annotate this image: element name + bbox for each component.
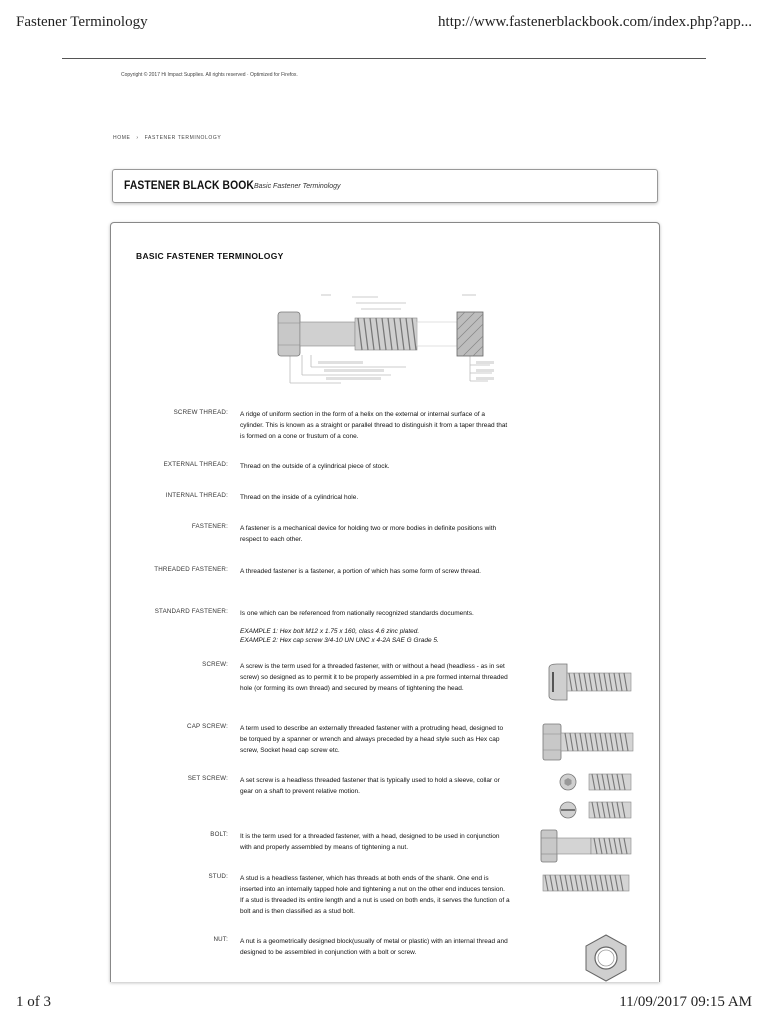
print-title: Fastener Terminology [16,14,148,30]
term-label: THREADED FASTENER: [154,566,228,573]
print-url[interactable]: http://www.fastenerblackbook.com/index.php?app... [438,14,752,30]
bolt-terminology-diagram [266,285,496,395]
term-label: SCREW THREAD: [173,409,228,416]
page-title: FASTENER BLACK BOOK [124,180,254,192]
term-label: SET SCREW: [187,775,228,782]
print-page-number: 1 of 3 [16,994,51,1010]
breadcrumb-current: FASTENER TERMINOLOGY [144,135,222,141]
term-definition: A fastener is a mechanical device for holding two or more bodies in definite positions with respect to each other. [240,525,497,543]
term-label: STUD: [208,873,228,880]
term-definition: A stud is a headless fastener, which has threads at both ends of the shank. One end is inserted into an internally tapped hole and tightening a nut on the other end induces tension. If a stud is threaded its entire length and a nut is used on both ends, it serves the function of a bolt and is then classified as a stud bolt. [240,875,510,915]
print-datetime: 11/09/2017 09:15 AM [619,994,752,1010]
term-definition [240,608,510,645]
term-label: FASTENER: [191,523,228,530]
term-definition: A threaded fastener is a fastener, a portion of which has some form of screw thread. [240,568,481,575]
copyright-notice: Copyright © 2017 Hi Impact Supplies. All rights reserved · Optimized for Firefox. [121,72,298,78]
term-label: EXTERNAL THREAD: [163,461,228,468]
term-label: CAP SCREW: [187,723,228,730]
term-example [240,627,510,645]
stud-icon [539,871,635,895]
term-definition-text: Is one which can be referenced from nationally recognized standards documents. [240,610,474,617]
term-definition: A set screw is a headless threaded fastener that is typically used to hold a sleeve, collar or gear on a shaft to prevent relative motion. [240,777,500,795]
term-definition: A ridge of uniform section in the form of a helix on the external or internal surface of a cylinder. This is known as a straight or parallel thread to distinguish it from a taper thread that is formed on a cone or frustum of a cone. [240,411,508,440]
term-definition: Thread on the outside of a cylindrical piece of stock. [240,463,390,470]
term-label: SCREW: [202,661,228,668]
example-2: EXAMPLE 2: Hex cap screw 3/4-10 UN UNC x 4-2A SAE G Grade 5. [240,637,439,644]
term-label: STANDARD FASTENER: [154,608,228,615]
screw-icon [545,660,635,704]
term-definition: Thread on the inside of a cylindrical hole. [240,494,359,501]
cap-screw-icon [541,722,637,762]
content-heading: BASIC FASTENER TERMINOLOGY [136,251,284,261]
term-label: NUT: [213,936,228,943]
breadcrumb [113,135,227,141]
term-definition: A term used to describe an externally threaded fastener with a protruding head, designed to be torqued by a spanner or wrench and always preceded by a head style such as Hex cap screw, Socket head cap screw etc. [240,725,504,754]
term-definition: A nut is a geometrically designed block(usually of metal or plastic) with an internal thread and designed to be assembled in conjunction with a bolt or screw. [240,938,508,956]
page-header-box [112,169,658,203]
nut-icon [581,933,631,983]
term-label: BOLT: [210,831,228,838]
term-definition: A screw is the term used for a threaded fastener, with or without a head (headless - as in set screw) so designed as to permit it to be properly assembled in a pre formed internal threaded hole (or forming its own thread) and secured by means of tightening the head. [240,663,508,692]
content-panel [110,222,660,982]
breadcrumb-separator: › [136,135,139,141]
page-subtitle: Basic Fastener Terminology [254,183,341,190]
print-header-rule [62,58,706,59]
example-1: EXAMPLE 1: Hex bolt M12 x 1.75 x 160, class 4.6 zinc plated. [240,628,420,635]
set-screw-icon [557,770,637,824]
breadcrumb-home-link[interactable]: HOME [113,135,131,141]
bolt-icon [539,828,635,864]
term-label: INTERNAL THREAD: [165,492,228,499]
term-definition: It is the term used for a threaded fastener, with a head, designed to be used in conjunction with and properly assembled by means of tightening a nut. [240,833,500,851]
